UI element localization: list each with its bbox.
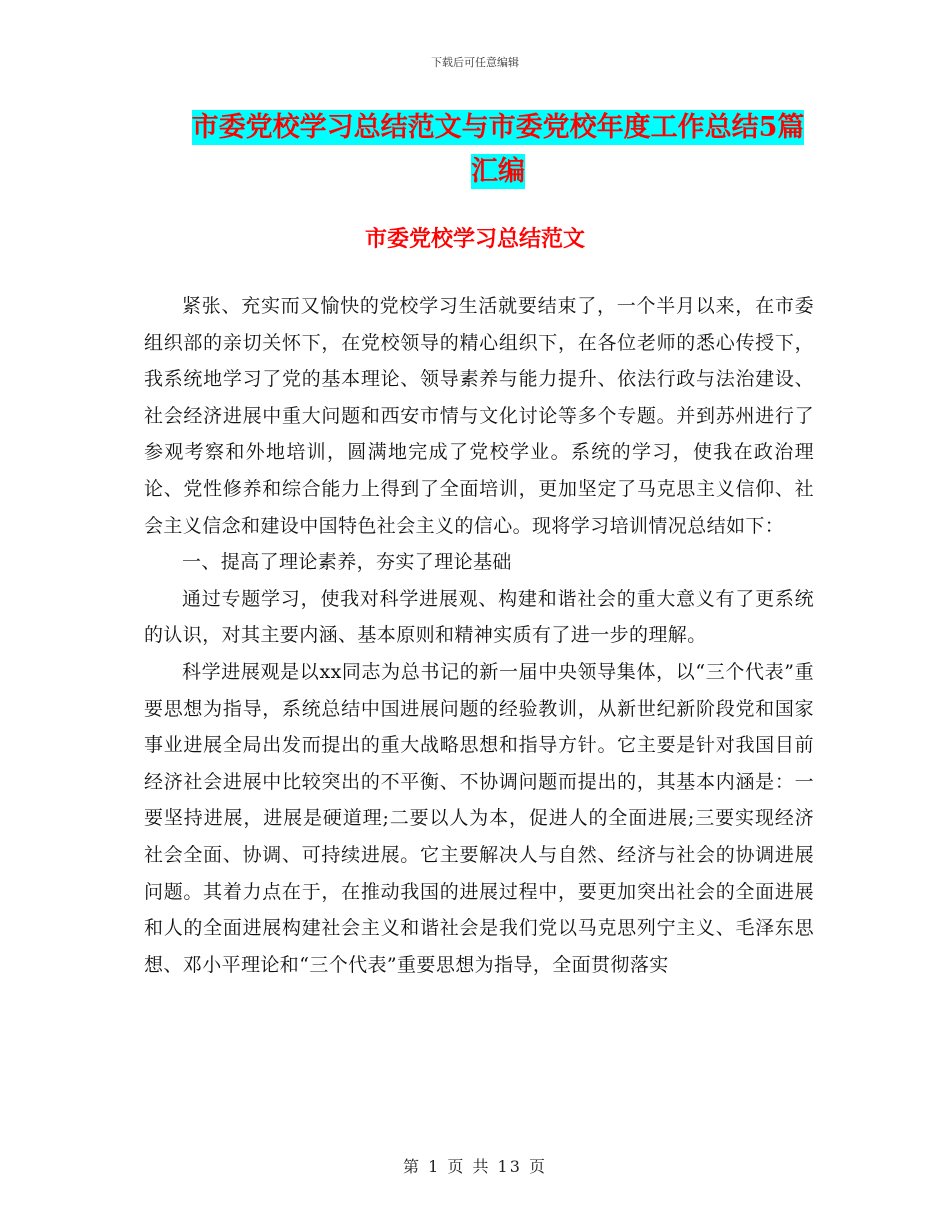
page-number: 第 1 页 共 13 页 [403,1157,547,1176]
body-text [144,288,814,983]
paragraph: 一、提高了理论素养，夯实了理论基础 [182,551,512,574]
paragraph: 紧张、充实而又愉快的党校学习生活就要结束了，一个半月以来，在市委组织部的亲切关怀下，在党校领导的精心组织下，在各位老师的悉心传授下，我系统地学习了党的基本理论、领导素养与能力提升、依法行政与法治建设、社会经济进展中重大问题和西安市情与文化讨论等多个专题。并到苏州进行了参观考察和外地培训，圆满地完成了党校学业。系统的学习，使我在政治理论、党性修养和综合能力上得到了全面培训，更加坚定了马克思主义信仰、社会主义信念和建设中国特色社会主义的信心。现将学习培训情况总结如下： [144,295,814,537]
section-heading: 市委党校学习总结范文 [364,226,585,252]
header-note: 下载后可任意编辑 [431,56,519,69]
document-title [188,106,808,194]
paragraph: 通过专题学习，使我对科学进展观、构建和谐社会的重大意义有了更系统的认识，对其主要内涵、基本原则和精神实质有了进一步的理解。 [144,587,814,647]
paragraph: 科学进展观是以xx同志为总书记的新一届中央领导集体，以“三个代表”重要思想为指导，系统总结中国进展问题的经验教训，从新世纪新阶段党和国家事业进展全局出发而提出的重大战略思想和指导方针。它主要是针对我国目前经济社会进展中比较突出的不平衡、不协调问题而提出的，其基本内涵是：一要坚持进展，进展是硬道理;二要以人为本，促进人的全面进展;三要实现经济社会全面、协调、可持续进展。它主要解决人与自然、经济与社会的协调进展问题。其着力点在于，在推动我国的进展过程中，要更加突出社会的全面进展和人的全面进展构建社会主义和谐社会是我们党以马克思列宁主义、毛泽东思想、邓小平理论和“三个代表”重要思想为指导，全面贯彻落实 [144,660,814,976]
title-line-2: 汇编 [471,156,525,187]
title-line-1: 市委党校学习总结范文与市委党校年度工作总结5篇 [191,112,805,143]
